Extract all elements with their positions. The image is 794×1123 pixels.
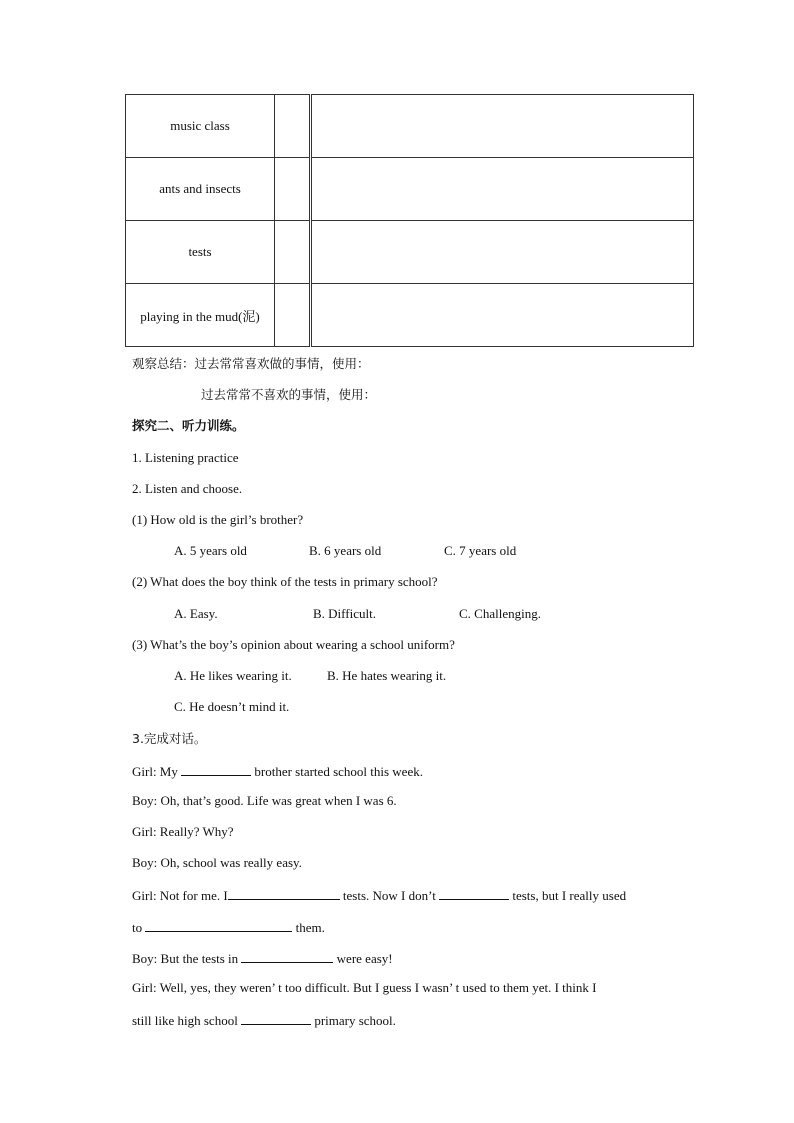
dialogue-line (132, 1011, 396, 1029)
dialogue-text: primary school. (311, 1013, 396, 1028)
dialogue-line: Boy: Oh, school was really easy. (132, 855, 302, 870)
dialogue-line (132, 918, 325, 936)
activity-label: ants and insects (126, 158, 275, 221)
mark-cell[interactable] (275, 158, 311, 221)
option-c[interactable]: C. 7 years old (444, 543, 517, 558)
dialogue-text: tests. Now I don’t (339, 888, 440, 903)
dialogue-text: were easy! (333, 951, 393, 966)
blank-field[interactable] (241, 1011, 311, 1025)
section-title: 探究二、听力训练。 (132, 418, 245, 433)
dialogue-text: brother started school this week. (251, 764, 423, 779)
answer-cell[interactable] (311, 284, 694, 347)
blank-field[interactable] (181, 762, 251, 776)
option-b[interactable]: B. He hates wearing it. (327, 668, 447, 683)
activity-label: tests (126, 221, 275, 284)
mark-cell[interactable] (275, 95, 311, 158)
dialogue-line (132, 949, 393, 967)
option-b[interactable]: B. Difficult. (313, 606, 376, 621)
dialogue-text: them. (292, 920, 325, 935)
option-c[interactable]: C. He doesn’t mind it. (174, 699, 290, 714)
dialogue-line (132, 886, 626, 904)
mark-cell[interactable] (275, 284, 311, 347)
table-row (126, 95, 694, 158)
blank-field[interactable] (241, 949, 333, 963)
answer-cell[interactable] (311, 95, 694, 158)
dialogue-title: 3.完成对话。 (132, 731, 207, 746)
dialogue-text: tests, but I really used (509, 888, 627, 903)
summary-line-2: 过去常常不喜欢的事情，使用： (201, 387, 377, 402)
blank-field[interactable] (439, 886, 509, 900)
question-1: (1) How old is the girl’s brother? (132, 512, 304, 527)
answer-cell[interactable] (311, 221, 694, 284)
option-a[interactable]: A. Easy. (174, 606, 218, 621)
speaker-text: Girl: Not for me. I (132, 888, 228, 903)
list-item: 1. Listening practice (132, 450, 239, 465)
question-2: (2) What does the boy think of the tests in primary school? (132, 574, 438, 589)
dialogue-line: Boy: Oh, that’s good. Life was great when I was 6. (132, 793, 397, 808)
list-item: 2. Listen and choose. (132, 481, 243, 496)
table-row (126, 284, 694, 347)
activity-label: music class (126, 95, 275, 158)
question-3: (3) What’s the boy’s opinion about wearing a school uniform? (132, 637, 455, 652)
dialogue-line: Girl: Really? Why? (132, 824, 234, 839)
dialogue-text: still like high school (132, 1013, 242, 1028)
table-row (126, 158, 694, 221)
answer-cell[interactable] (311, 158, 694, 221)
dialogue-line: Girl: Well, yes, they weren’ t too difficult. But I guess I wasn’ t used to them yet. I think I (132, 980, 597, 995)
activity-table (125, 94, 694, 347)
blank-field[interactable] (145, 918, 292, 932)
activity-label: playing in the mud(泥) (126, 284, 275, 347)
table-row (126, 221, 694, 284)
option-b[interactable]: B. 6 years old (309, 543, 382, 558)
mark-cell[interactable] (275, 221, 311, 284)
option-a[interactable]: A. He likes wearing it. (174, 668, 292, 683)
option-c[interactable]: C. Challenging. (459, 606, 541, 621)
summary-line-1: 观察总结：过去常常喜欢做的事情，使用： (132, 356, 370, 371)
dialogue-text: to (132, 920, 146, 935)
dialogue-line (132, 762, 423, 780)
speaker-text: Girl: My (132, 764, 182, 779)
speaker-text: Boy: But the tests in (132, 951, 242, 966)
option-a[interactable]: A. 5 years old (174, 543, 247, 558)
blank-field[interactable] (228, 886, 340, 900)
